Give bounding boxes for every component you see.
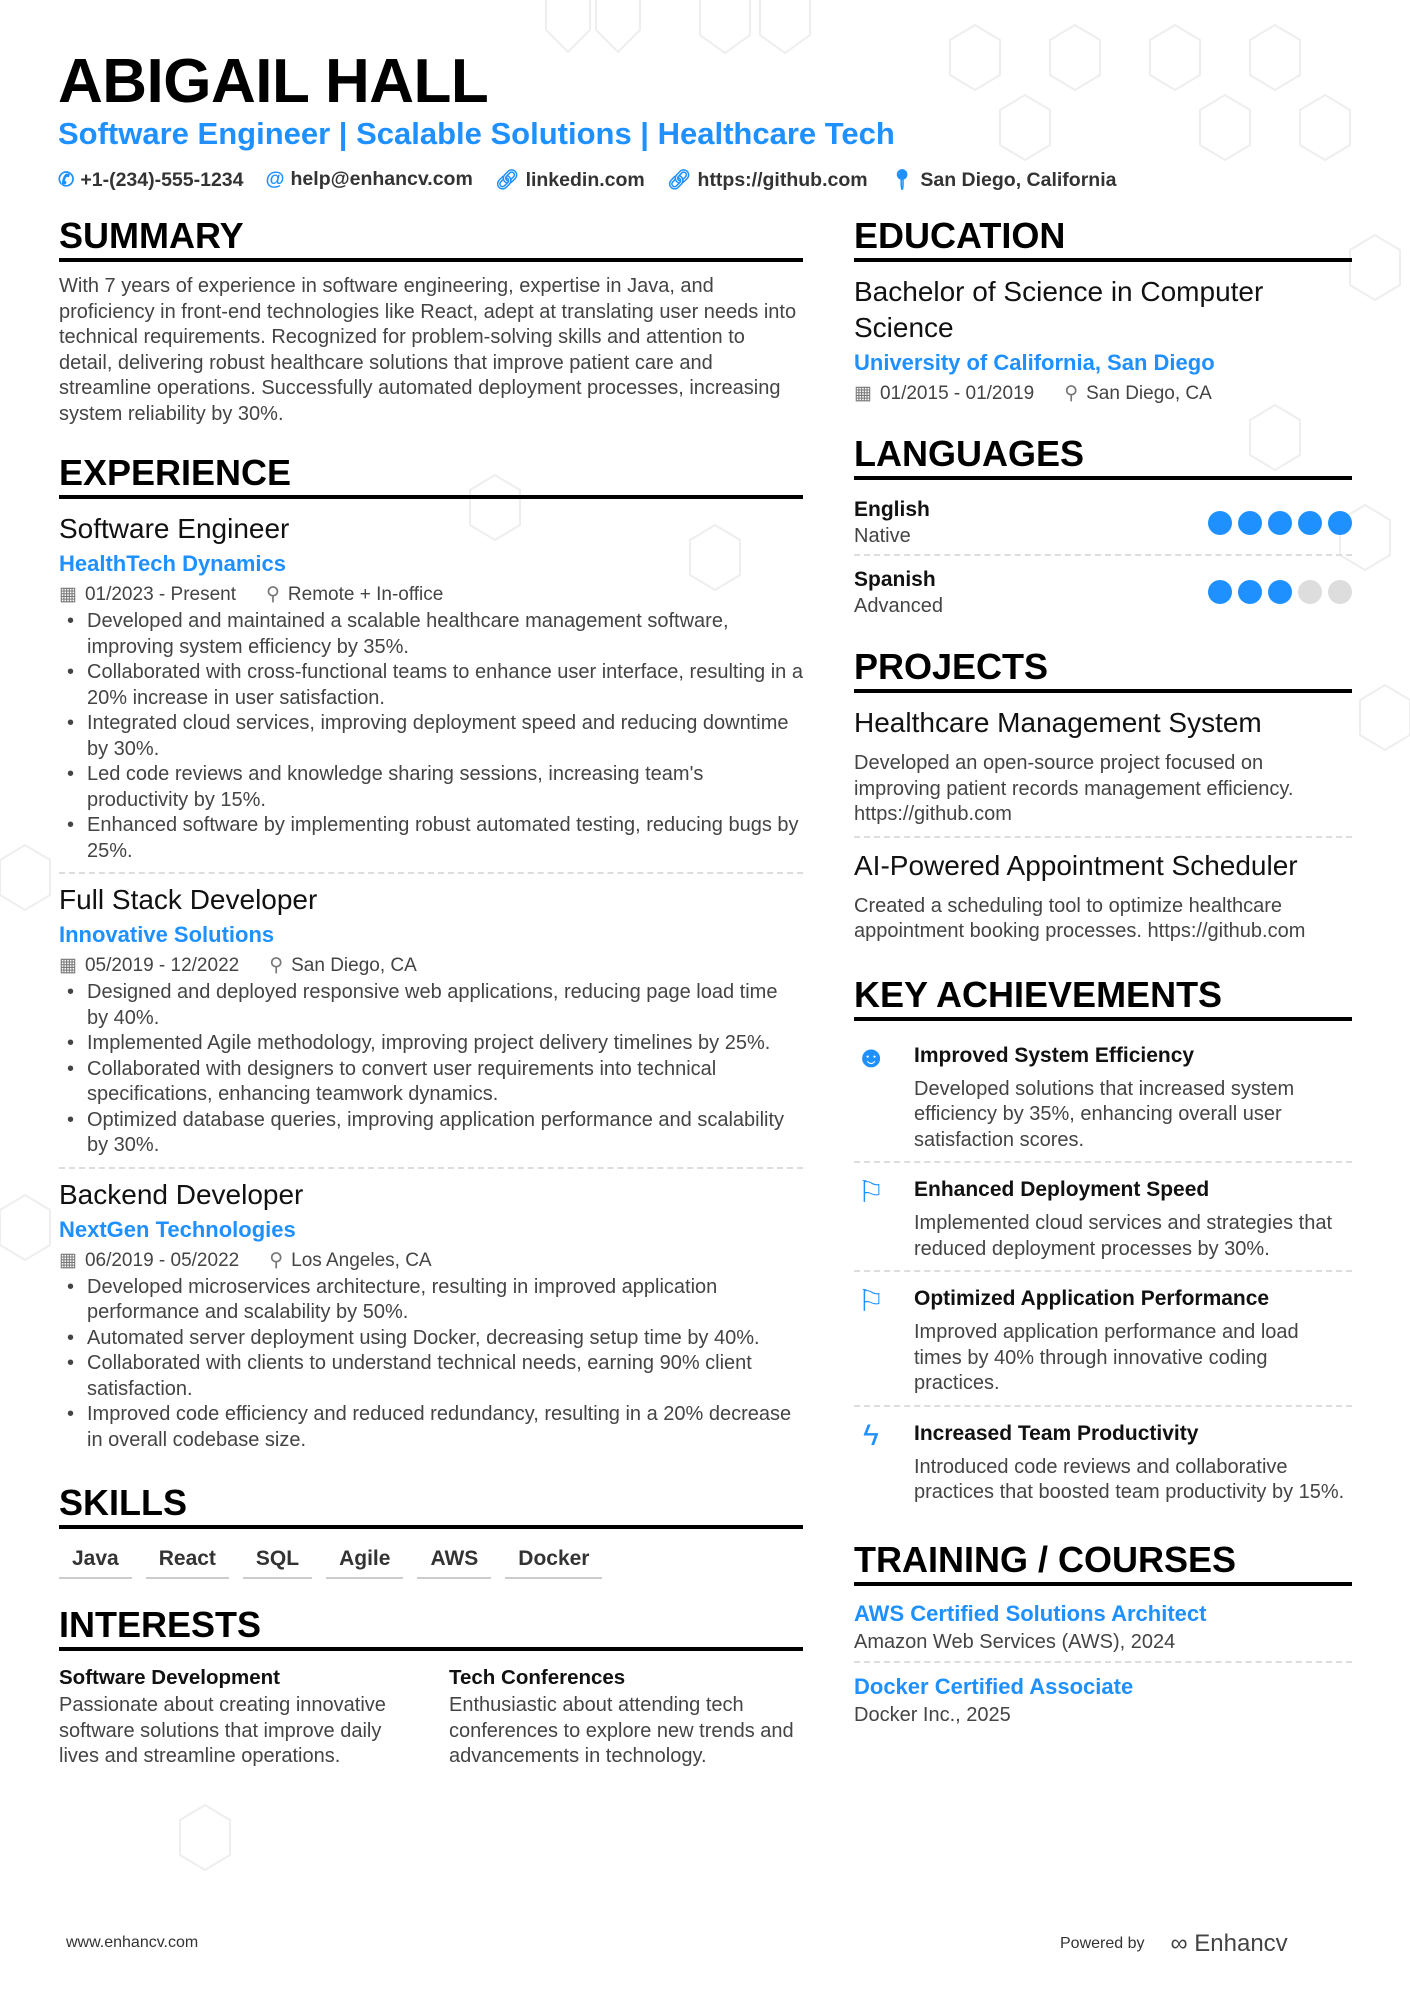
school: University of California, San Diego (854, 350, 1215, 375)
project-text: Developed an open-source project focused on improving patient records management efficiency. https://github.com (854, 752, 1294, 825)
training-item (854, 1598, 1352, 1664)
candidate-tagline: Software Engineer | Scalable Solutions | Healthcare Tech (58, 116, 895, 151)
location-icon: ⚲ (269, 1249, 284, 1271)
job-bullet: • Optimized database queries, improving application performance and scalability by 30%. (59, 1108, 803, 1159)
skills-section (59, 1483, 803, 1579)
right-column (854, 216, 1352, 1743)
achievement-text: Developed solutions that increased system efficiency by 35%, enhancing overall user satisfaction scores. (914, 1077, 1295, 1151)
project-text: Created a scheduling tool to optimize healthcare appointment booking processes. https://github.com (854, 894, 1306, 942)
job-dates: 05/2019 - 12/2022 (84, 955, 240, 976)
job-location: Remote + In-office (287, 584, 444, 605)
language-item (854, 562, 1352, 624)
flag-icon: ⚐ (857, 1176, 885, 1209)
job-bullet: • Led code reviews and knowledge sharing sessions, increasing team's productivity by 15%. (59, 762, 803, 813)
section-title: SUMMARY (59, 216, 803, 262)
achievement-title: Increased Team Productivity (914, 1421, 1199, 1445)
interests-section (59, 1605, 803, 1770)
job-bullet: • Integrated cloud services, improving deployment speed and reducing downtime by 30%. (59, 711, 803, 762)
job-bullet: • Designed and deployed responsive web applications, reducing page load time by 40%. (59, 980, 803, 1031)
interest-title: Software Development (59, 1666, 280, 1689)
link-icon: 🔗︎ (494, 169, 520, 191)
footer-website[interactable]: www.enhancv.com (66, 1934, 199, 1951)
job-dates: 06/2019 - 05/2022 (84, 1249, 240, 1271)
company-name: NextGen Technologies (59, 1216, 296, 1242)
contact-github[interactable]: 🔗︎ https://github.com (666, 169, 868, 191)
achievements-section (854, 975, 1352, 1514)
rating-dot (1268, 511, 1292, 535)
section-title: TRAINING / COURSES (854, 1540, 1352, 1586)
achievement-item (854, 1411, 1352, 1514)
section-title: LANGUAGES (854, 434, 1352, 480)
job-bullet: • Collaborated with cross-functional teams to enhance user interface, resulting in a 20% increase in user satisfaction. (59, 660, 803, 711)
job-title: Full Stack Developer (59, 884, 318, 915)
rating-dot (1268, 580, 1292, 604)
left-column (59, 216, 803, 1770)
interest-title: Tech Conferences (449, 1666, 626, 1689)
contact-phone[interactable]: ✆ +1-(234)-555-1234 (58, 169, 244, 191)
achievement-item (854, 1033, 1352, 1164)
achievement-title: Enhanced Deployment Speed (914, 1178, 1210, 1201)
calendar-icon: ▦ (59, 955, 77, 976)
job-bullet: • Automated server deployment using Docker, decreasing setup time by 40%. (59, 1326, 803, 1352)
language-level: Advanced (854, 594, 943, 617)
language-rating (1208, 580, 1352, 604)
powered-by-label: Powered by (1060, 1935, 1145, 1952)
training-section (854, 1540, 1352, 1735)
achievement-item (854, 1276, 1352, 1407)
section-title: KEY ACHIEVEMENTS (854, 975, 1352, 1021)
rating-dot (1208, 580, 1232, 604)
rating-dot (1238, 580, 1262, 604)
skill-tag: Docker (505, 1541, 602, 1579)
at-icon: @ (265, 168, 285, 190)
achievement-title: Optimized Application Performance (914, 1287, 1270, 1310)
job-entry (59, 882, 803, 1169)
education-dates: 01/2015 - 01/2019 (879, 383, 1035, 404)
footer-branding (1060, 1930, 1288, 1958)
training-provider: Amazon Web Services (AWS), 2024 (854, 1630, 1176, 1653)
location-icon: 📍︎ (889, 169, 915, 191)
job-entry (59, 1177, 803, 1462)
achievement-title: Improved System Efficiency (914, 1043, 1195, 1067)
language-item (854, 492, 1352, 556)
job-dates: 01/2023 - Present (84, 584, 236, 605)
contact-location: 📍︎ San Diego, California (889, 169, 1117, 191)
job-bullet: • Enhanced software by implementing robust automated testing, reducing bugs by 25%. (59, 813, 803, 864)
job-location: San Diego, CA (291, 955, 417, 976)
job-bullet: • Collaborated with clients to understand technical needs, earning 90% client satisfaction. (59, 1351, 803, 1402)
summary-text: With 7 years of experience in software engineering, expertise in Java, and proficiency in front-end technologies like React, adept at translating user needs into technical requirements. Recognized for problem-solving skills and attention to detail, delivering robust healthcare solutions that improve patient care and streamline operations. Successfully automated deployment processes, increasing system reliability by 30%. (59, 275, 797, 425)
job-entry (59, 511, 803, 874)
location-icon: ⚲ (1064, 383, 1079, 404)
calendar-icon: ▦ (854, 383, 872, 404)
project-item (854, 705, 1352, 838)
rating-dot (1328, 580, 1352, 604)
rating-dot (1298, 580, 1322, 604)
job-location: Los Angeles, CA (291, 1249, 432, 1271)
job-title: Software Engineer (59, 513, 290, 544)
training-title: AWS Certified Solutions Architect (854, 1600, 1207, 1626)
calendar-icon: ▦ (59, 584, 77, 605)
summary-section (59, 216, 803, 427)
languages-section (854, 434, 1352, 623)
location-icon: ⚲ (266, 584, 280, 605)
project-title: Healthcare Management System (854, 707, 1262, 738)
language-level: Native (854, 525, 911, 547)
language-rating (1208, 511, 1352, 535)
job-bullet: • Developed microservices architecture, resulting in improved application performance and scalability by 50%. (59, 1275, 803, 1326)
job-title: Backend Developer (59, 1178, 304, 1210)
education-location: San Diego, CA (1086, 383, 1212, 404)
candidate-name: ABIGAIL HALL (58, 47, 489, 116)
flag-icon: ⚐ (857, 1285, 885, 1318)
skill-tag: Java (59, 1541, 132, 1579)
contact-bar (58, 168, 1116, 192)
section-title: SKILLS (59, 1483, 803, 1529)
achievement-text: Improved application performance and load times by 40% through innovative coding practices. (914, 1321, 1299, 1394)
training-title: Docker Certified Associate (854, 1674, 1134, 1699)
achievement-text: Implemented cloud services and strategies that reduced deployment processes by 30%. (914, 1212, 1332, 1260)
training-item (854, 1671, 1352, 1735)
experience-section (59, 453, 803, 1461)
rating-dot (1238, 511, 1262, 535)
achievement-item (854, 1167, 1352, 1272)
brain-head-icon: ☻ (855, 1040, 887, 1074)
interest-text: Passionate about creating innovative software solutions that improve daily lives and streamline operations. (59, 1694, 386, 1767)
section-title: EDUCATION (854, 216, 1352, 262)
interest-item (59, 1663, 409, 1770)
section-title: EXPERIENCE (59, 453, 803, 499)
achievement-text: Introduced code reviews and collaborative practices that boosted team productivity by 15%. (914, 1455, 1345, 1503)
contact-linkedin[interactable]: 🔗︎ linkedin.com (494, 169, 645, 191)
project-title: AI-Powered Appointment Scheduler (854, 849, 1298, 881)
section-title: INTERESTS (59, 1605, 803, 1651)
job-bullet: • Collaborated with designers to convert user requirements into technical specifications, enhancing teamwork dynamics. (59, 1057, 803, 1108)
company-name: Innovative Solutions (59, 922, 275, 947)
skill-tag: Agile (326, 1541, 403, 1579)
interest-text: Enthusiastic about attending tech conferences to explore new trends and advancements in technology. (449, 1694, 794, 1767)
interest-item (449, 1663, 799, 1770)
calendar-icon: ▦ (59, 1249, 77, 1271)
lightning-icon: ϟ (863, 1418, 879, 1452)
enhancv-logo[interactable]: ∞ Enhancv (1170, 1930, 1288, 1957)
project-item (854, 848, 1352, 953)
rating-dot (1328, 511, 1352, 535)
skill-tag: SQL (243, 1541, 312, 1579)
company-name: HealthTech Dynamics (59, 551, 287, 576)
location-icon: ⚲ (269, 955, 284, 976)
section-title: PROJECTS (854, 647, 1352, 693)
contact-email[interactable]: @ help@enhancv.com (265, 168, 473, 190)
language-name: English (854, 498, 930, 521)
training-provider: Docker Inc., 2025 (854, 1704, 1011, 1726)
job-bullet: • Developed and maintained a scalable healthcare management software, improving system efficiency by 35%. (59, 609, 803, 660)
rating-dot (1208, 511, 1232, 535)
projects-section (854, 647, 1352, 953)
job-bullet: • Implemented Agile methodology, improving project delivery timelines by 25%. (59, 1031, 803, 1057)
education-section (854, 216, 1352, 408)
degree: Bachelor of Science in Computer Science (854, 276, 1264, 343)
phone-icon: ✆ (58, 169, 75, 191)
job-bullet: • Improved code efficiency and reduced redundancy, resulting in a 20% decrease in overall codebase size. (59, 1402, 803, 1453)
rating-dot (1298, 511, 1322, 535)
skill-tag: AWS (417, 1541, 491, 1579)
link-icon: 🔗︎ (666, 169, 692, 191)
skill-tag: React (146, 1541, 229, 1579)
language-name: Spanish (854, 567, 936, 591)
